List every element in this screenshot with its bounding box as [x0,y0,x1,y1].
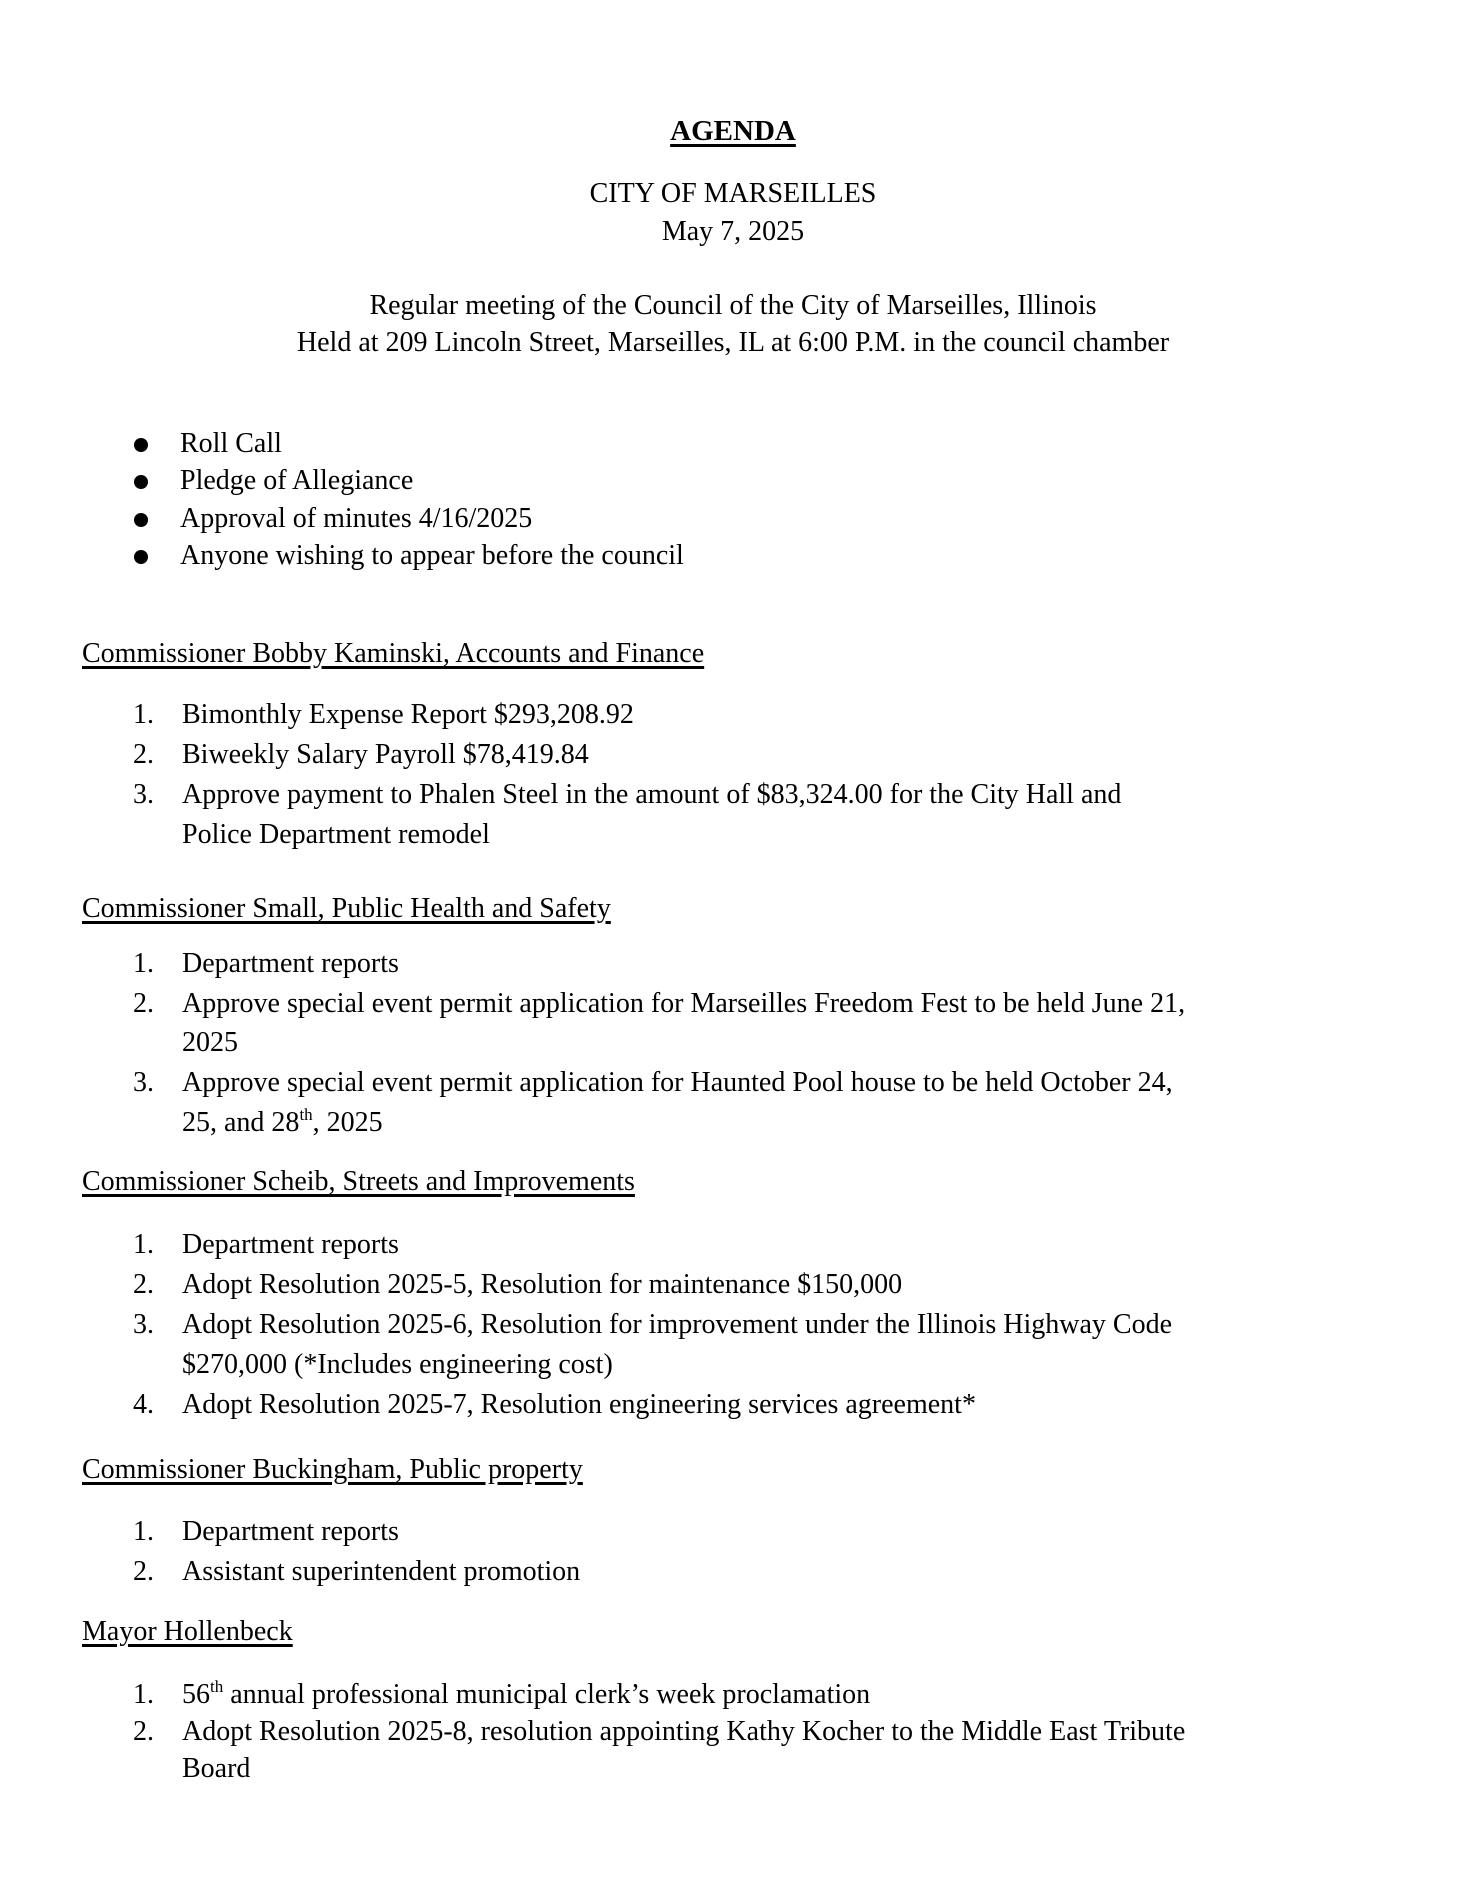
item-text: 56th annual professional municipal clerk’s week proclamation [182,1677,871,1710]
bullet-icon [134,513,148,527]
item-number: 3. [133,1067,154,1098]
item-number: 1. [133,699,154,730]
meeting-date: May 7, 2025 [661,216,805,247]
bullet-icon [134,550,148,564]
item-text: Approve special event permit application for Marseilles Freedom Fest to be held June 21, [182,988,1186,1019]
item-text: 25, and 28th, 2025 [182,1105,383,1138]
section-heading: Commissioner Buckingham, Public property [82,1454,583,1485]
item-number: 2. [133,739,154,770]
opening-item-text: Approval of minutes 4/16/2025 [180,503,533,534]
ordinal-suffix: th [299,1105,313,1124]
meeting-description: Regular meeting of the Council of the City of Marseilles, Illinois [369,290,1097,321]
item-number: 2. [133,1716,154,1747]
section-heading: Commissioner Scheib, Streets and Improvements [82,1166,635,1197]
meeting-location: Held at 209 Lincoln Street, Marseilles, IL at 6:00 P.M. in the council chamber [296,327,1170,358]
item-text: Adopt Resolution 2025-7, Resolution engineering services agreement* [182,1389,976,1420]
section-heading: Mayor Hollenbeck [82,1616,293,1647]
item-number: 1. [133,948,154,979]
city-name: CITY OF MARSEILLES [589,178,877,209]
item-text: Department reports [182,1229,399,1260]
item-text: Adopt Resolution 2025-6, Resolution for improvement under the Illinois Highway Code [182,1309,1172,1340]
agenda-title [0,117,1466,146]
item-number: 2. [133,988,154,1019]
item-text: Adopt Resolution 2025-8, resolution appointing Kathy Kocher to the Middle East Tribute [182,1716,1186,1747]
item-number: 2. [133,1269,154,1300]
item-text: Approve payment to Phalen Steel in the amount of $83,324.00 for the City Hall and [182,779,1122,810]
opening-item-text: Roll Call [180,428,282,459]
section-heading: Commissioner Small, Public Health and Safety [82,893,611,924]
item-text: $270,000 (*Includes engineering cost) [182,1349,613,1380]
item-text: Bimonthly Expense Report $293,208.92 [182,699,634,730]
item-text: Approve special event permit application for Haunted Pool house to be held October 24, [182,1067,1173,1098]
item-number: 3. [133,779,154,810]
item-number: 2. [133,1556,154,1587]
item-text: Biweekly Salary Payroll $78,419.84 [182,739,589,770]
opening-item-text: Pledge of Allegiance [180,465,414,496]
item-number: 1. [133,1679,154,1710]
item-text: Board [182,1753,251,1784]
item-number: 4. [133,1389,154,1420]
item-text: Department reports [182,1516,399,1547]
ordinal-suffix: th [210,1677,224,1696]
bullet-icon [134,438,148,452]
item-text: Department reports [182,948,399,979]
item-text: Police Department remodel [182,819,490,850]
opening-item-text: Anyone wishing to appear before the council [180,540,684,571]
section-heading: Commissioner Bobby Kaminski, Accounts and Finance [82,638,705,669]
item-text: Adopt Resolution 2025-5, Resolution for maintenance $150,000 [182,1269,903,1300]
agenda-title-text: AGENDA [670,115,796,147]
item-number: 1. [133,1516,154,1547]
item-number: 1. [133,1229,154,1260]
bullet-icon [134,475,148,489]
item-number: 3. [133,1309,154,1340]
item-text: Assistant superintendent promotion [182,1556,581,1587]
item-text: 2025 [182,1027,238,1058]
